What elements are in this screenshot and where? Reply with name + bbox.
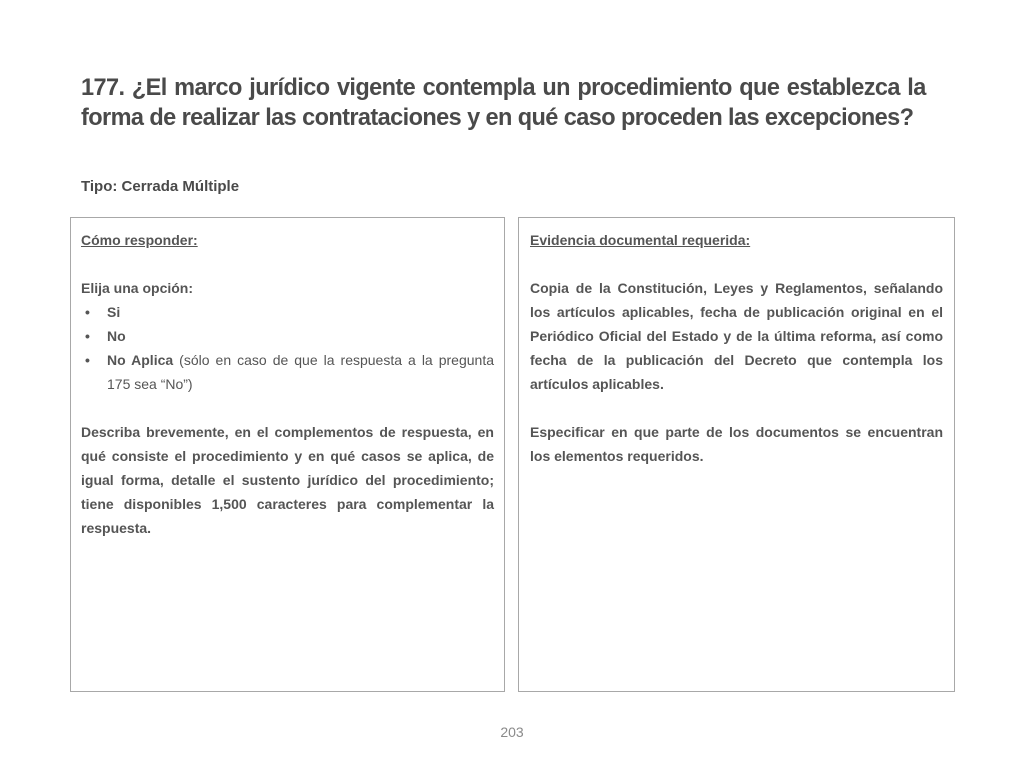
description-instructions: Describa brevemente, en el complementos de respuesta, en qué consiste el procedimiento y en qué casos se aplica, de igual forma, detalle el sustento jurídico del procedimiento; tiene disponibles 1,500 caracteres para complementar la respuesta. (81, 424, 494, 536)
required-evidence-panel (518, 217, 955, 692)
question-title: 177. ¿El marco jurídico vigente contempla un procedimiento que establezca la forma de realizar las contrataciones y en qué caso proceden las excepciones? (81, 74, 926, 131)
evidence-paragraph-1: Copia de la Constitución, Leyes y Reglamentos, señalando los artículos aplicables, fecha de publicación original en el Periódico Oficial del Estado y de la última reforma, así como fecha de la publicación del Decreto que contempla los artículos aplicables. (530, 280, 943, 392)
option-item-no-aplica (81, 348, 494, 396)
required-evidence-heading: Evidencia documental requerida: (530, 232, 751, 248)
how-to-answer-panel (70, 217, 505, 692)
page-number: 203 (500, 724, 524, 740)
question-type: Tipo: Cerrada Múltiple (81, 178, 240, 195)
choose-option-label: Elija una opción: (81, 280, 194, 296)
option-item-si (81, 300, 494, 324)
bullet-icon: • (85, 352, 90, 368)
how-to-answer-heading: Cómo responder: (81, 232, 198, 248)
evidence-paragraph-2: Especificar en que parte de los documentos se encuentran los elementos requeridos. (530, 424, 943, 464)
option-item-no (81, 324, 494, 348)
bullet-icon: • (85, 304, 90, 320)
option-detail: (sólo en caso de que la respuesta a la pregunta 175 sea “No”) (107, 352, 494, 392)
option-label: Si (107, 304, 121, 320)
bullet-icon: • (85, 328, 90, 344)
option-label: No Aplica (107, 352, 174, 368)
option-list (81, 300, 494, 396)
option-label: No (107, 328, 126, 344)
